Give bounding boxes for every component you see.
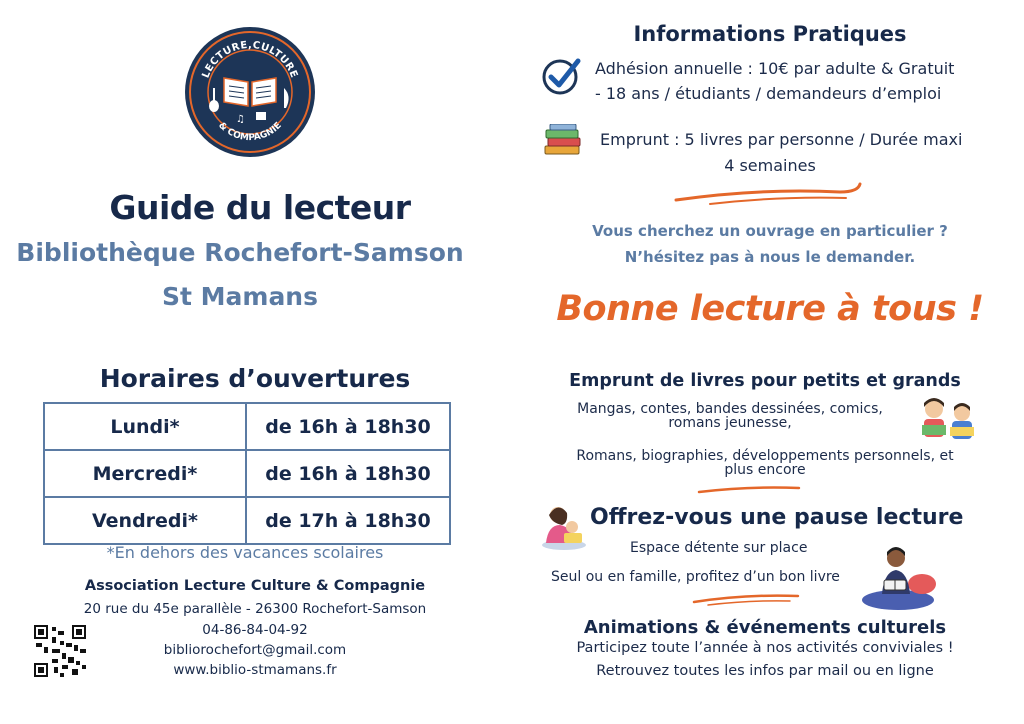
association-address: 20 rue du 45e parallèle - 26300 Rochefort-Samson: [83, 601, 427, 617]
palette-icon: [256, 112, 266, 120]
hours-day: Vendredi*: [44, 497, 246, 544]
slogan: Bonne lecture à tous !: [556, 289, 984, 329]
hours-day: Lundi*: [44, 403, 246, 450]
borrow-line-3: Romans, biographies, développements personnels, et: [576, 448, 954, 464]
hours-row: [44, 403, 450, 450]
ask-line-2: N’hésitez pas à nous le demander.: [624, 248, 916, 266]
kids-reading-icon: [918, 395, 980, 445]
decorative-swoosh: [670, 180, 866, 206]
checkmark-icon: [540, 55, 582, 97]
book-stack-icon: [543, 124, 583, 156]
hours-day: Mercredi*: [44, 450, 246, 497]
mother-child-reading-icon: [540, 503, 588, 551]
hours-row: [44, 497, 450, 544]
association-email[interactable]: bibliorochefort@gmail.com: [163, 642, 347, 658]
events-line-2: Retrouvez toutes les infos par mail ou en ligne: [596, 663, 934, 679]
pause-line-1: Espace détente sur place: [630, 540, 808, 556]
guide-title: Guide du lecteur: [109, 188, 411, 227]
loan-line-2: 4 semaines: [724, 156, 816, 175]
pause-line-2: Seul ou en famille, profitez d’un bon livre: [551, 569, 840, 585]
decorative-swoosh: [695, 482, 803, 496]
decorative-swoosh: [690, 590, 802, 606]
association-name: Association Lecture Culture & Compagnie: [84, 578, 426, 594]
hours-note: *En dehors des vacances scolaires: [106, 543, 384, 562]
hours-table: [43, 402, 451, 545]
hours-time: de 16h à 18h30: [246, 450, 450, 497]
qr-code-icon[interactable]: [34, 625, 86, 677]
borrow-line-2: romans jeunesse,: [668, 415, 792, 431]
association-phone: 04-86-84-04-92: [202, 622, 308, 638]
loan-line-1: Emprunt : 5 livres par personne / Durée maxi: [600, 130, 963, 149]
borrow-title: Emprunt de livres pour petits et grands: [569, 371, 961, 391]
hours-time: de 17h à 18h30: [246, 497, 450, 544]
library-name: Bibliothèque Rochefort-Samson: [16, 238, 464, 267]
hours-time: de 16h à 18h30: [246, 403, 450, 450]
association-logo: [184, 26, 316, 158]
borrow-line-4: plus encore: [724, 462, 806, 478]
hours-title: Horaires d’ouvertures: [99, 364, 411, 393]
logo-top-text: LECTURE,CULTURE: [200, 39, 300, 80]
logo-bottom-text: & COMPAGNIE: [216, 120, 284, 144]
events-line-1: Participez toute l’année à nos activités conviviales !: [576, 640, 954, 656]
info-title: Informations Pratiques: [633, 22, 907, 46]
events-title: Animations & événements culturels: [583, 617, 947, 638]
membership-line-2: - 18 ans / étudiants / demandeurs d’emploi: [595, 84, 942, 103]
borrow-line-1: Mangas, contes, bandes dessinées, comics,: [577, 401, 883, 417]
hours-row: [44, 450, 450, 497]
music-note-icon: ♫: [236, 114, 245, 125]
child-reading-cushion-icon: [858, 542, 938, 612]
ask-line-1: Vous cherchez un ouvrage en particulier ?: [592, 222, 948, 240]
pause-title: Offrez-vous une pause lecture: [590, 505, 964, 530]
library-town: St Mamans: [161, 282, 318, 311]
membership-line-1: Adhésion annuelle : 10€ par adulte & Gratuit: [595, 59, 955, 78]
association-website[interactable]: www.biblio-stmamans.fr: [173, 662, 337, 678]
